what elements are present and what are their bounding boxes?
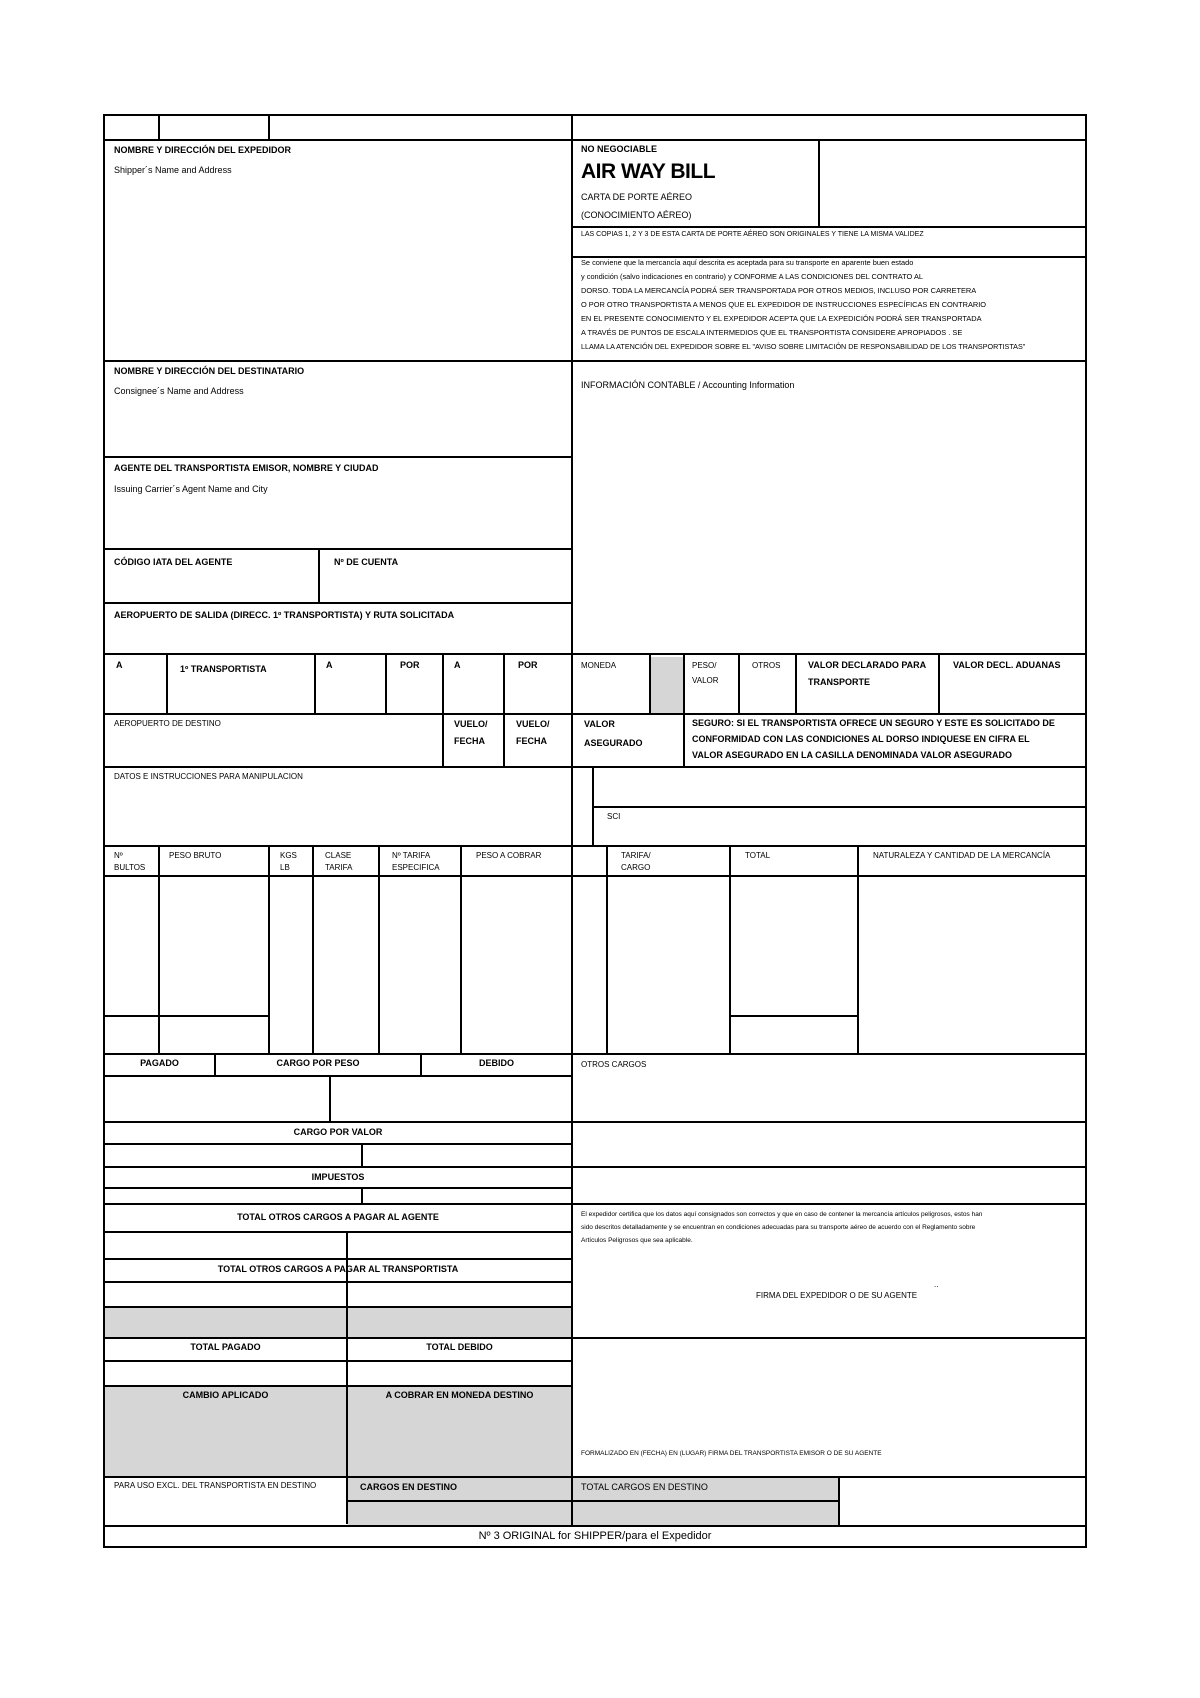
consignee-label-en: Consignee´s Name and Address <box>114 386 244 396</box>
conditions-line-3: DORSO. TODA LA MERCANCÍA PODRÁ SER TRANSPORTADA POR OTROS MEDIOS, INCLUSO POR CARRETERA <box>581 286 977 295</box>
due-agent-label: TOTAL OTROS CARGOS A PAGAR AL AGENTE <box>237 1212 439 1222</box>
conversion-rate-label: CAMBIO APLICADO <box>182 1390 269 1400</box>
total-prepaid-label: TOTAL PAGADO <box>190 1342 261 1352</box>
shipper-signature-label: FIRMA DEL EXPEDIDOR O DE SU AGENTE <box>756 1291 918 1300</box>
collect-label: DEBIDO <box>478 1058 514 1068</box>
accounting-info-label: INFORMACIÓN CONTABLE / Accounting Information <box>581 380 795 390</box>
certification-line-3: Artículos Peligrosos que sea aplicable. <box>581 1237 693 1244</box>
account-number-label: Nº DE CUENTA <box>334 557 399 567</box>
routing-to-3: A <box>454 660 461 670</box>
pieces-label-a: Nº <box>114 851 123 860</box>
tax-label: IMPUESTOS <box>311 1172 365 1182</box>
routing-to-2: A <box>326 660 333 670</box>
insured-value-label-a: VALOR <box>584 719 615 729</box>
issuing-agent-label-es: AGENTE DEL TRANSPORTISTA EMISOR, NOMBRE Y CIUDAD <box>114 463 379 473</box>
conditions-line-7: LLAMA LA ATENCIÓN DEL EXPEDIDOR SOBRE EL "AVISO SOBRE LIMITACIÓN DE RESPONSABILIDAD DE LOS TRANSPORTISTAS" <box>581 342 1026 351</box>
flight-date-2-b: FECHA <box>516 736 547 746</box>
charges-shade-1 <box>104 1307 571 1338</box>
nature-quantity-label: NATURALEZA Y CANTIDAD DE LA MERCANCÍA <box>873 851 1051 860</box>
currency-shade <box>651 657 683 714</box>
first-carrier-label: 1º TRANSPORTISTA <box>180 664 267 674</box>
routing-by-2: POR <box>518 660 538 670</box>
consignee-label-es: NOMBRE Y DIRECCIÓN DEL DESTINATARIO <box>114 366 305 376</box>
certification-line-1: El expedidor certifica que los datos aquí consignados son correctos y que en caso de contener la mercancía artículos peligrosos, estos han <box>581 1211 983 1218</box>
sci-label: SCI <box>607 812 621 821</box>
flight-date-1-a: VUELO/ <box>454 719 488 729</box>
copy-footer-label: Nº 3 ORIGINAL for SHIPPER/para el Expedidor <box>478 1530 712 1542</box>
routing-by-1: POR <box>400 660 420 670</box>
conditions-line-1: Se conviene que la mercancía aquí descrita es aceptada para su transporte en aparente buen estado <box>581 258 914 267</box>
rate-class-label-b: TARIFA <box>325 863 353 872</box>
chargeable-weight-label: PESO A COBRAR <box>476 851 542 860</box>
due-carrier-label: TOTAL OTROS CARGOS A PAGAR AL TRANSPORTISTA <box>217 1264 459 1274</box>
prepaid-label: PAGADO <box>140 1058 179 1068</box>
currency-label: MONEDA <box>581 661 617 670</box>
kg-label-b: LB <box>280 863 290 872</box>
flight-date-2-a: VUELO/ <box>516 719 550 729</box>
shipper-label-es: NOMBRE Y DIRECCIÓN DEL EXPEDIDOR <box>114 145 292 155</box>
destination-airport-label: AEROPUERTO DE DESTINO <box>114 719 221 728</box>
certification-line-2: sido descritos detalladamente y se encuentran en condiciones adecuadas para su transporte aéreo de acuerdo con el Reglamento sobre <box>581 1224 976 1231</box>
insured-value-label-b: ASEGURADO <box>584 738 643 748</box>
gross-weight-label: PESO BRUTO <box>169 851 222 860</box>
insurance-note-1: SEGURO: SI EL TRANSPORTISTA OFRECE UN SEGURO Y ESTE ES SOLICITADO DE <box>692 718 1055 728</box>
total-collect-label: TOTAL DEBIDO <box>426 1342 493 1352</box>
collect-dest-currency-label: A COBRAR EN MONEDA DESTINO <box>385 1390 534 1400</box>
carta-porte-subtitle: CARTA DE PORTE AÉREO <box>581 192 693 202</box>
carrier-use-label: PARA USO EXCL. DEL TRANSPORTISTA EN DESTINO <box>114 1481 317 1490</box>
other-charges-label: OTROS CARGOS <box>581 1060 647 1069</box>
conditions-line-4: O POR OTRO TRANSPORTISTA A MENOS QUE EL EXPEDIDOR DE INSTRUCCIONES ESPECÍFICAS EN CONTRARIO <box>581 300 987 309</box>
commodity-no-label-b: ESPECIFICA <box>392 863 440 872</box>
valuation-charge-label: CARGO POR VALOR <box>293 1127 383 1137</box>
other-label: OTROS <box>752 661 781 670</box>
declared-customs-label: VALOR DECL. ADUANAS <box>953 660 1061 670</box>
kg-label-a: KGS <box>280 851 297 860</box>
total-dest-charges-label: TOTAL CARGOS EN DESTINO <box>581 1482 708 1492</box>
rate-charge-label-b: CARGO <box>621 863 651 872</box>
rate-charge-label-a: TARIFA/ <box>621 851 651 860</box>
copies-note: LAS COPIAS 1, 2 Y 3 DE ESTA CARTA DE PORTE AÉREO SON ORIGINALES Y TIENE LA MISMA VALIDEZ <box>581 231 924 238</box>
routing-to-1: A <box>116 660 123 670</box>
signature-dots: .. <box>934 1280 939 1289</box>
commodity-no-label-a: Nº TARIFA <box>392 851 431 860</box>
weight-value-label-2: VALOR <box>692 676 719 685</box>
conditions-line-6: A TRAVÉS DE PUNTOS DE ESCALA INTERMEDIOS QUE EL TRANSPORTISTA CONSIDERE APROPIADOS . SE <box>581 328 963 337</box>
no-negotiable-label: NO NEGOCIABLE <box>581 144 658 154</box>
total-column-label: TOTAL <box>745 851 771 860</box>
insurance-note-2: CONFORMIDAD CON LAS CONDICIONES AL DORSO INDIQUESE EN CIFRA EL <box>692 734 1030 744</box>
departure-airport-label: AEROPUERTO DE SALIDA (DIRECC. 1º TRANSPORTISTA) Y RUTA SOLICITADA <box>114 610 455 620</box>
shipper-label-en: Shipper´s Name and Address <box>114 165 232 175</box>
declared-transport-label-2: TRANSPORTE <box>808 677 871 687</box>
conditions-line-5: EN EL PRESENTE CONOCIMIENTO Y EL EXPEDIDOR ACEPTA QUE LA EXPEDICIÓN PODRÁ SER TRANSPORTADA <box>581 314 982 323</box>
pieces-label-b: BULTOS <box>114 863 146 872</box>
rate-class-label-a: CLASE <box>325 851 352 860</box>
air-waybill-title: AIR WAY BILL <box>581 160 716 183</box>
flight-date-1-b: FECHA <box>454 736 485 746</box>
weight-charge-label: CARGO POR PESO <box>276 1058 360 1068</box>
conocimiento-subtitle: (CONOCIMIENTO AÉREO) <box>581 210 692 220</box>
handling-info-label: DATOS E INSTRUCCIONES PARA MANIPULACION <box>114 772 303 781</box>
agent-iata-code-label: CÓDIGO IATA DEL AGENTE <box>114 557 233 567</box>
conditions-line-2: y condición (salvo indicaciones en contrario) y CONFORME A LAS CONDICIONES DEL CONTRATO AL <box>581 272 923 281</box>
declared-transport-label-1: VALOR DECLARADO PARA <box>808 660 927 670</box>
issuing-agent-label-en: Issuing Carrier´s Agent Name and City <box>114 484 268 494</box>
weight-value-label-1: PESO/ <box>692 661 717 670</box>
insurance-note-3: VALOR ASEGURADO EN LA CASILLA DENOMINADA VALOR ASEGURADO <box>692 750 1013 760</box>
dest-charges-label: CARGOS EN DESTINO <box>360 1482 458 1492</box>
execution-label: FORMALIZADO EN (FECHA) EN (LUGAR) FIRMA DEL TRANSPORTISTA EMISOR O DE SU AGENTE <box>581 1450 882 1457</box>
